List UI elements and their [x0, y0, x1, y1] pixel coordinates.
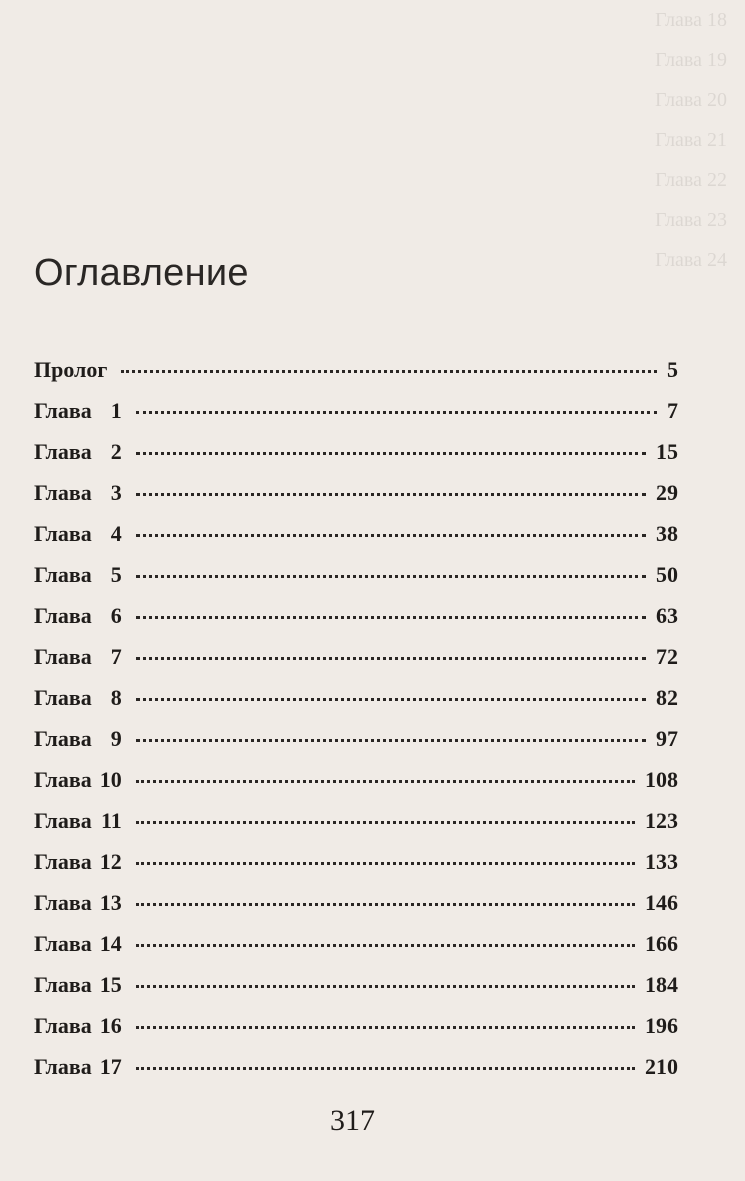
toc-entry-title: Глава: [34, 849, 92, 874]
dot-leader: [136, 739, 646, 742]
toc-entry-chapter-number: 10: [99, 767, 122, 792]
toc-entry-page-number: 166: [645, 931, 678, 956]
show-through-text: Глава 18 Глава 19 Глава 20 Глава 21 Глава 22 Глава 23 Глава 24: [655, 9, 727, 271]
toc-entry: [34, 1054, 678, 1095]
toc-entry-chapter-number: 7: [110, 644, 122, 669]
toc-entry-label: [34, 644, 122, 670]
toc-entry-title: Глава: [34, 603, 92, 628]
toc-entry: [34, 562, 678, 603]
dot-leader: [136, 534, 646, 537]
toc-entry-page-number: 184: [645, 972, 678, 997]
toc-entry-title: Глава: [34, 644, 92, 669]
toc-entry-title: Глава: [34, 1054, 92, 1079]
dot-leader: [121, 370, 657, 373]
dot-leader: [136, 1067, 635, 1070]
toc-entry-title: Глава: [34, 767, 92, 792]
toc-entry-title: Глава: [34, 439, 92, 464]
page-title: Оглавление: [34, 252, 249, 294]
toc-entry-title: Глава: [34, 808, 92, 833]
toc-entry: [34, 480, 678, 521]
toc-entry-label: [34, 849, 122, 875]
toc-entry-page-number: 196: [645, 1013, 678, 1038]
toc-entry-label: [34, 767, 122, 793]
dot-leader: [136, 780, 635, 783]
toc-entry-label: [34, 603, 122, 629]
toc-entry: [34, 439, 678, 480]
dot-leader: [136, 862, 635, 865]
toc-entry: [34, 603, 678, 644]
dot-leader: [136, 1026, 635, 1029]
toc-entry-title: Глава: [34, 931, 92, 956]
toc-entry-label: [34, 562, 122, 588]
toc-entry-chapter-number: 8: [110, 685, 122, 710]
toc-entry-chapter-number: 3: [110, 480, 122, 505]
toc-entry: [34, 644, 678, 685]
toc-entry: [34, 931, 678, 972]
toc-entry: [34, 849, 678, 890]
toc-entry-page-number: 15: [656, 439, 678, 464]
dot-leader: [136, 493, 646, 496]
table-of-contents: [34, 357, 678, 1095]
toc-entry-title: Глава: [34, 521, 92, 546]
toc-entry-title: Глава: [34, 726, 92, 751]
toc-entry-page-number: 5: [667, 357, 678, 382]
toc-entry-label: [34, 972, 122, 998]
toc-entry-label: [34, 1054, 122, 1080]
toc-entry-chapter-number: 1: [110, 398, 122, 423]
toc-entry-page-number: 82: [656, 685, 678, 710]
dot-leader: [136, 944, 635, 947]
toc-entry: [34, 685, 678, 726]
toc-entry-chapter-number: 2: [110, 439, 122, 464]
toc-entry: [34, 808, 678, 849]
toc-entry-chapter-number: 14: [99, 931, 122, 956]
toc-entry: [34, 1013, 678, 1054]
toc-entry-title: Глава: [34, 398, 92, 423]
dot-leader: [136, 616, 646, 619]
toc-entry-label: [34, 931, 122, 957]
toc-entry: [34, 521, 678, 562]
toc-entry-page-number: 7: [667, 398, 678, 423]
dot-leader: [136, 821, 635, 824]
toc-entry-chapter-number: 5: [110, 562, 122, 587]
toc-entry-label: [34, 1013, 122, 1039]
dot-leader: [136, 575, 646, 578]
toc-entry-page-number: 38: [656, 521, 678, 546]
toc-entry-label: [34, 890, 122, 916]
dot-leader: [136, 698, 646, 701]
toc-entry-title: Глава: [34, 972, 92, 997]
dot-leader: [136, 657, 646, 660]
toc-entry-chapter-number: 6: [110, 603, 122, 628]
toc-entry-chapter-number: 9: [110, 726, 122, 751]
toc-entry: [34, 890, 678, 931]
toc-entry-label: [34, 685, 122, 711]
toc-entry-title: Глава: [34, 480, 92, 505]
toc-entry-page-number: 72: [656, 644, 678, 669]
toc-entry-chapter-number: 17: [99, 1054, 122, 1079]
toc-entry-page-number: 133: [645, 849, 678, 874]
toc-entry-chapter-number: 4: [110, 521, 122, 546]
toc-entry-chapter-number: 11: [100, 808, 122, 833]
dot-leader: [136, 411, 657, 414]
toc-entry-page-number: 108: [645, 767, 678, 792]
toc-entry-page-number: 146: [645, 890, 678, 915]
dot-leader: [136, 985, 635, 988]
toc-entry-chapter-number: 16: [99, 1013, 122, 1038]
toc-entry-label: [34, 439, 122, 465]
toc-entry-page-number: 50: [656, 562, 678, 587]
toc-entry-title: Глава: [34, 890, 92, 915]
toc-entry-title: Глава: [34, 1013, 92, 1038]
dot-leader: [136, 452, 646, 455]
toc-entry-chapter-number: 15: [99, 972, 122, 997]
toc-entry: [34, 398, 678, 439]
toc-entry-title: Глава: [34, 562, 92, 587]
toc-entry-title: Пролог: [34, 357, 108, 382]
toc-entry: [34, 767, 678, 808]
toc-entry-label: [34, 521, 122, 547]
toc-entry-label: [34, 357, 107, 383]
toc-entry-title: Глава: [34, 685, 92, 710]
toc-entry-label: [34, 726, 122, 752]
toc-entry-page-number: 29: [656, 480, 678, 505]
toc-entry-chapter-number: 13: [99, 890, 122, 915]
toc-entry-page-number: 63: [656, 603, 678, 628]
toc-entry: [34, 726, 678, 767]
dot-leader: [136, 903, 635, 906]
toc-entry-page-number: 210: [645, 1054, 678, 1079]
toc-entry-page-number: 97: [656, 726, 678, 751]
toc-entry-page-number: 123: [645, 808, 678, 833]
toc-entry-label: [34, 808, 122, 834]
toc-entry-label: [34, 480, 122, 506]
page-number: 317: [330, 1104, 375, 1137]
toc-entry-label: [34, 398, 122, 424]
toc-entry: [34, 972, 678, 1013]
toc-entry-chapter-number: 12: [99, 849, 122, 874]
toc-entry: [34, 357, 678, 398]
